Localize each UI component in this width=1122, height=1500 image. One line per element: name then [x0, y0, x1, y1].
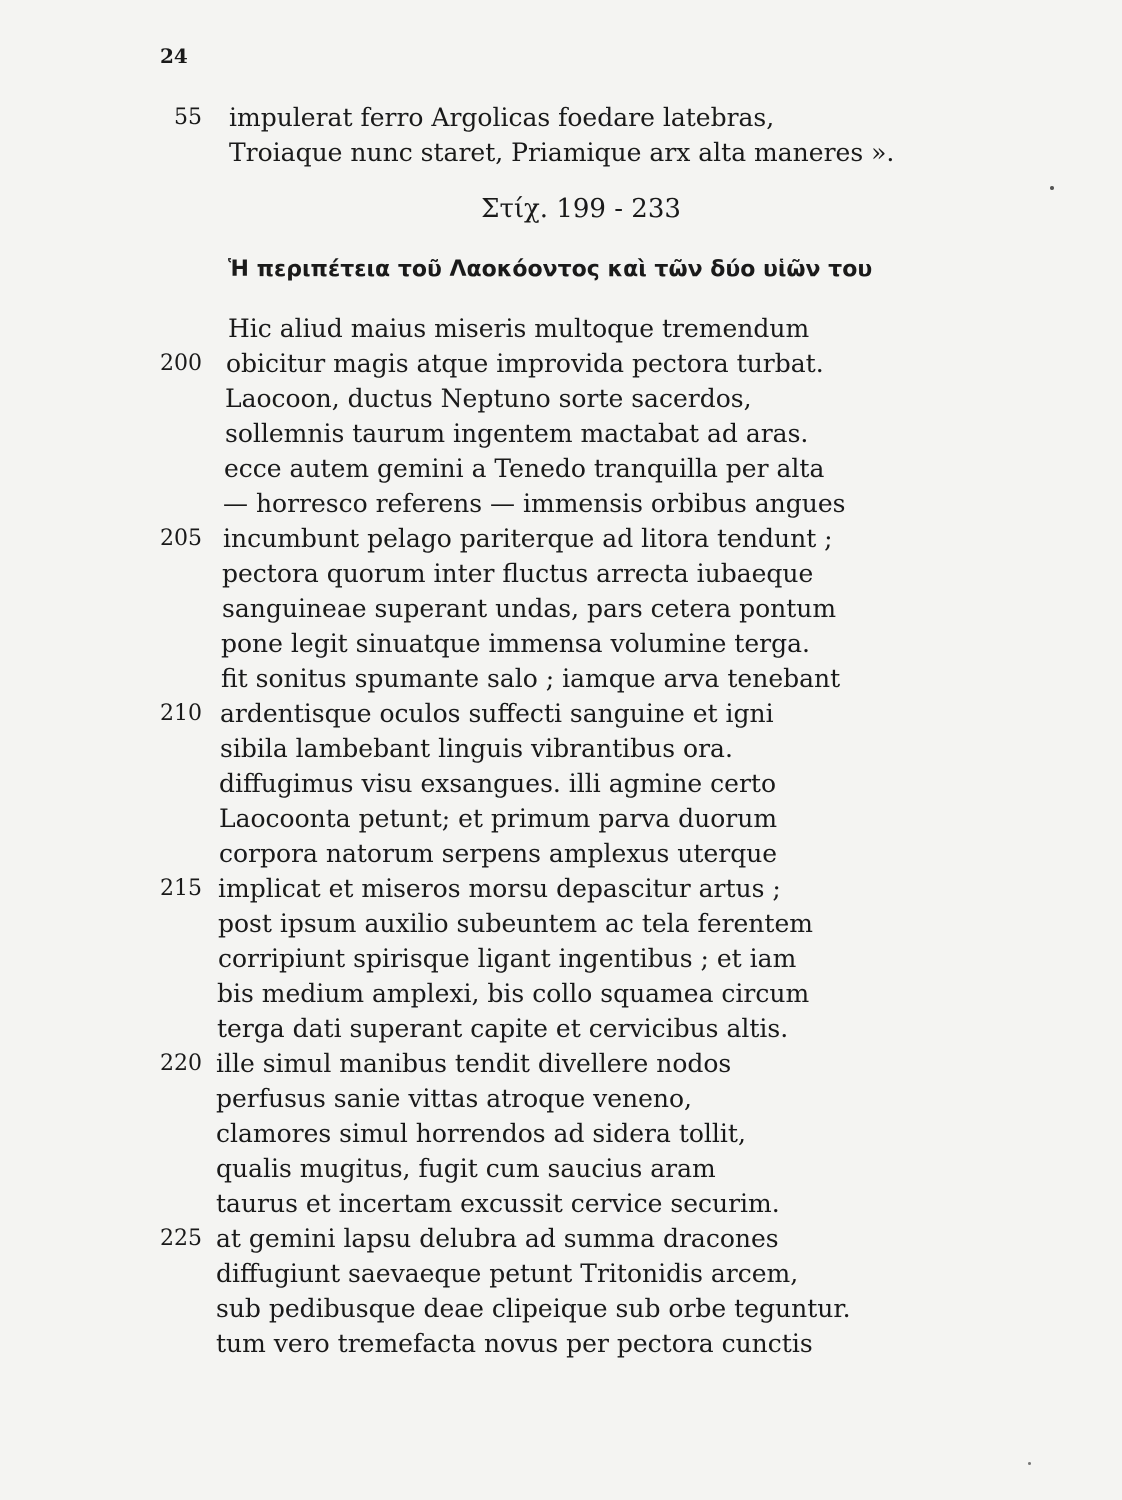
verse-text: Laocoonta petunt; et primum parva duorum	[219, 804, 778, 833]
verse-line	[0, 661, 1122, 696]
verse-line	[0, 1291, 1122, 1326]
verse-text: bis medium amplexi, bis collo squamea circum	[217, 979, 810, 1008]
section-title: Ἡ περιπέτεια τοῦ Λαοκόοντος καὶ τῶν δύο υἱῶν του	[228, 257, 873, 282]
verse-text: ecce autem gemini a Tenedo tranquilla per alta	[224, 454, 825, 483]
verse-line	[0, 976, 1122, 1011]
verse-text: Hic aliud maius miseris multoque tremendum	[228, 314, 810, 343]
verse-line	[0, 871, 1122, 906]
verse-text: corripiunt spirisque ligant ingentibus ; et iam	[218, 944, 797, 973]
top-verse-block	[0, 100, 1122, 170]
verse-line	[0, 591, 1122, 626]
verse-line	[0, 381, 1122, 416]
verse-text: diffugimus visu exsangues. illi agmine certo	[219, 769, 777, 798]
verse-line	[0, 556, 1122, 591]
verse-text: sibila lambebant linguis vibrantibus ora.	[220, 734, 733, 763]
line-number: 220	[160, 1051, 202, 1076]
verse-text: obicitur magis atque improvida pectora turbat.	[226, 349, 824, 378]
verse-text: at gemini lapsu delubra ad summa dracones	[216, 1224, 779, 1253]
verse-line	[0, 100, 1122, 135]
verse-text: terga dati superant capite et cervicibus altis.	[217, 1014, 789, 1043]
verse-text: implicat et miseros morsu depascitur artus ;	[218, 874, 781, 903]
verse-line	[0, 1186, 1122, 1221]
verse-text: Troiaque nunc staret, Priamique arx alta maneres ».	[229, 138, 895, 167]
verse-line	[0, 1326, 1122, 1361]
verse-line	[0, 906, 1122, 941]
verse-line	[0, 1081, 1122, 1116]
verse-text: perfusus sanie vittas atroque veneno,	[216, 1084, 692, 1113]
verse-line	[0, 1046, 1122, 1081]
verse-text: clamores simul horrendos ad sidera tollit,	[216, 1119, 746, 1148]
verse-text: ille simul manibus tendit divellere nodos	[216, 1049, 732, 1078]
verse-line	[0, 1151, 1122, 1186]
verse-text: incumbunt pelago pariterque ad litora tendunt ;	[223, 524, 833, 553]
line-number: 225	[160, 1226, 202, 1251]
verse-text: — horresco referens — immensis orbibus angues	[223, 489, 846, 518]
line-number: 210	[160, 701, 202, 726]
verse-line	[0, 451, 1122, 486]
verse-text: qualis mugitus, fugit cum saucius aram	[216, 1154, 716, 1183]
verse-text: sollemnis taurum ingentem mactabat ad aras.	[225, 419, 809, 448]
verse-text: tum vero tremefacta novus per pectora cunctis	[216, 1329, 813, 1358]
verse-text: ardentisque oculos suffecti sanguine et igni	[220, 699, 774, 728]
verse-text: sanguineae superant undas, pars cetera pontum	[222, 594, 837, 623]
verse-line	[0, 731, 1122, 766]
verse-line	[0, 801, 1122, 836]
verse-line	[0, 416, 1122, 451]
verse-text: Laocoon, ductus Neptuno sorte sacerdos,	[225, 384, 752, 413]
verse-line	[0, 1011, 1122, 1046]
verse-text: corpora natorum serpens amplexus uterque	[219, 839, 778, 868]
line-number: 215	[160, 876, 202, 901]
verse-line	[0, 346, 1122, 381]
verse-text: impulerat ferro Argolicas foedare latebras,	[229, 103, 775, 132]
verse-line	[0, 696, 1122, 731]
verse-text: post ipsum auxilio subeuntem ac tela ferentem	[218, 909, 813, 938]
verse-line	[0, 311, 1122, 346]
verse-line	[0, 135, 1122, 170]
verse-text: diffugiunt saevaeque petunt Tritonidis arcem,	[216, 1259, 799, 1288]
verse-text: taurus et incertam excussit cervice securim.	[216, 1189, 780, 1218]
print-speck	[1028, 1462, 1031, 1465]
verse-line	[0, 1221, 1122, 1256]
verse-line	[0, 836, 1122, 871]
print-speck	[1050, 186, 1054, 190]
line-number: 200	[160, 351, 202, 376]
verse-line	[0, 521, 1122, 556]
main-verse-block	[0, 311, 1122, 1361]
verse-text: pone legit sinuatque immensa volumine terga.	[221, 629, 810, 658]
page-number: 24	[160, 44, 188, 68]
section-reference: Στίχ. 199 - 233	[481, 194, 681, 224]
line-number: 205	[160, 526, 202, 551]
verse-line	[0, 766, 1122, 801]
verse-line	[0, 1256, 1122, 1291]
verse-line	[0, 941, 1122, 976]
verse-text: sub pedibusque deae clipeique sub orbe teguntur.	[216, 1294, 851, 1323]
verse-text: pectora quorum inter fluctus arrecta iubaeque	[222, 559, 814, 588]
verse-line	[0, 1116, 1122, 1151]
verse-text: fit sonitus spumante salo ; iamque arva tenebant	[221, 664, 841, 693]
verse-line	[0, 626, 1122, 661]
line-number: 55	[174, 105, 202, 130]
verse-line	[0, 486, 1122, 521]
